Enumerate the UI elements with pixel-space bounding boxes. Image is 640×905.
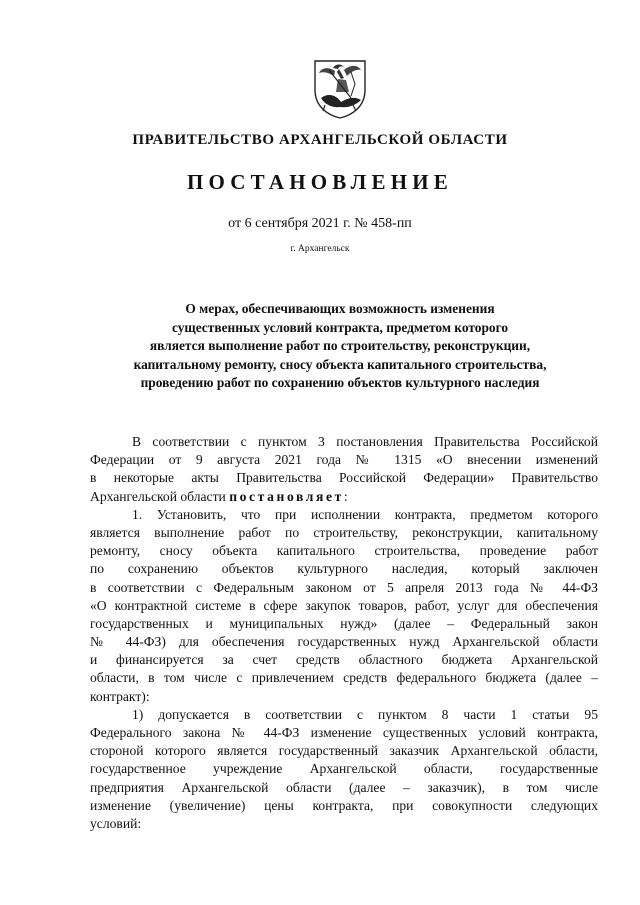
text-line: изменение (увеличение) цены контракта, при совокупности следующих [90, 797, 598, 813]
document-body [90, 433, 598, 833]
text-line: В соответствии с пунктом 3 постановления Правительства Российской [132, 434, 598, 449]
text-line: в соответствии с Федеральным законом от 5 апреля 2013 года № 44-ФЗ [90, 579, 598, 595]
text-line: Федерации от 9 августа 2021 года № 1315 «О внесении изменений [90, 452, 598, 468]
issuing-authority: ПРАВИТЕЛЬСТВО АРХАНГЕЛЬСКОЙ ОБЛАСТИ [132, 132, 508, 148]
text-line: 1) допускается в соответствии с пунктом 8 части 1 статьи 95 [132, 706, 598, 722]
text-line: государственных и муниципальных нужд» (далее – Федеральный закон [90, 615, 598, 631]
text-line: № 44-ФЗ) для обеспечения государственных нужд Архангельской области [90, 634, 598, 650]
text-line: государственное учреждение Архангельской области, государственные [90, 761, 598, 777]
subject-line: О мерах, обеспечивающих возможность изменения [185, 301, 495, 316]
text-line: ремонту, сносу объекта капитального строительства, проведение работ [90, 543, 598, 559]
document-type: ПОСТАНОВЛЕНИЕ [186, 170, 454, 194]
decree-keyword: постановляет [229, 488, 344, 504]
coat-of-arms-emblem [311, 58, 369, 120]
subject-line: проведению работ по сохранению объектов культурного наследия [140, 375, 540, 391]
text-line [90, 488, 598, 506]
document-place: г. Архангельск [290, 244, 350, 254]
text-line: контракт): [90, 688, 150, 704]
text-line: по сохранению объектов культурного наследия, который заключен [90, 561, 598, 577]
document-subject [110, 300, 570, 393]
text-line: области, в том числе с привлечением средств федерального бюджета (далее – [90, 670, 598, 686]
paragraph-preamble [90, 433, 598, 506]
subject-line: существенных условий контракта, предметом которого [171, 319, 509, 335]
text-line: стороной которого является государственный заказчик Архангельской области, [90, 743, 598, 759]
text-line: и финансируется за счет средств областного бюджета Архангельской [90, 652, 598, 668]
text-line: предприятия Архангельской области (далее – заказчик), в том числе [90, 779, 598, 795]
document-date-number: от 6 сентября 2021 г. № 458-пп [228, 216, 412, 231]
paragraph-item-1 [90, 506, 598, 706]
paragraph-subitem-1 [90, 706, 598, 833]
text-line: 1. Установить, что при исполнении контракта, предметом которого [132, 506, 598, 522]
text-line: является выполнение работ по строительству, реконструкции, капитальному [90, 524, 598, 540]
text-line: Федерального закона № 44-ФЗ изменение существенных условий контракта, [90, 725, 598, 740]
text-fragment: Архангельской области [90, 488, 230, 504]
subject-line: капитальному ремонту, сносу объекта капитального строительства, [133, 356, 547, 372]
text-fragment: : [343, 488, 348, 504]
subject-line: является выполнение работ по строительству, реконструкции, [149, 338, 531, 354]
text-line: в некоторые акты Правительства Российской Федерации» Правительство [90, 470, 598, 486]
text-line: «О контрактной системе в сфере закупок товаров, работ, услуг для обеспечения [90, 597, 598, 613]
text-line: условий: [90, 815, 142, 831]
